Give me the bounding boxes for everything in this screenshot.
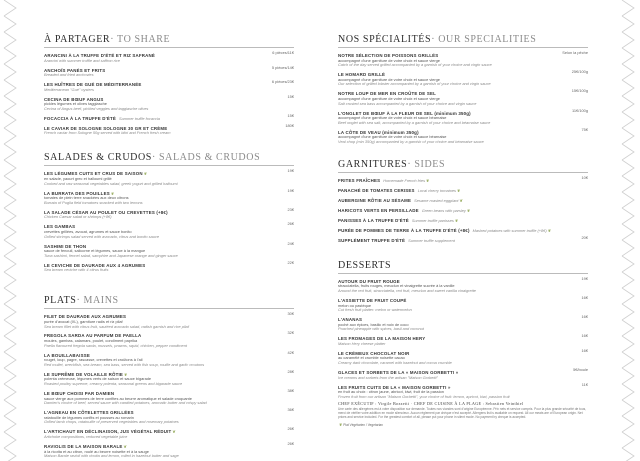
section-heading xyxy=(338,159,588,173)
dish-english: Cut fresh fruit platter: melon or watermelon xyxy=(338,307,412,313)
dish-name: LE SUPRÊME DE VOLAILLE RÔTIE xyxy=(44,371,124,377)
dish-english: Beef onglet with sea salt, accompanied by a garnish of your choice and béarnaise sauce xyxy=(338,119,491,125)
dish-price: 15€ xyxy=(287,93,294,99)
allergen-note: Une carte des allergènes est à votre disposition sur demande. Toutes nos viandes sont d'origine Européenne. Prix nets et service compris. Pour la plus grande sécurité de tous, merci de vérifier votre addition en mode silencieux. Aucun règlement par chèque n'est accepté. Allergens list is available on request. All our meats are of European origin. Net prices and service included. For the greatest comfort of all, please put your phone in silent mode. No payment by cheque is accepted. xyxy=(338,407,587,419)
dish-description: rouget, loup, pagre, rascasse, crevettes et croûtons à l'ail xyxy=(44,357,143,363)
right-column xyxy=(338,34,588,427)
vegetarian-leaf-icon: ❦ xyxy=(124,371,128,377)
dish-english: Grilled shrimps salad served with avocado, citrus and bonito sauce xyxy=(44,233,160,239)
menu-item xyxy=(338,334,588,346)
dish-name: L'AGNEAU EN CÔTELETTES GRILLÉES xyxy=(44,410,134,416)
dish-name: SASHIMI DE THON xyxy=(44,243,87,249)
menu-item xyxy=(338,315,588,332)
dish-english: Around the red fruit, stracciatella, red fruit, mesclun and sweet vanilla vinaigrette xyxy=(338,287,476,293)
menu-item xyxy=(44,312,294,329)
menu-item xyxy=(338,89,588,106)
section-heading xyxy=(44,34,294,48)
menu-item xyxy=(338,176,588,184)
dish-description: accompagné d'une garniture de votre choix et sauce vierge xyxy=(338,95,440,101)
dish-english: Damien's choice of beef, served sauce with candied potatoes, aromatic butter and crispy salad xyxy=(44,400,207,406)
dish-description: à la ricotta et au citron, roulé au beurre noisette et à la sauge xyxy=(44,448,149,454)
dish-description: poché aux épices, basilic et noix de coco xyxy=(338,321,409,327)
dish-name: LES HUÎTRES DE GUÉ DE MÉDITERRANÉE xyxy=(44,82,142,88)
dish-name: FILET DE DAURADE AUX AGRUMES xyxy=(44,314,127,320)
dish-description: ratatouille de légumes confits et pousses au romarin xyxy=(44,414,134,420)
dish-description: accompagné d'une garniture de votre choix et sauce béarnaise xyxy=(338,115,447,121)
dish-price: 26€ xyxy=(287,440,294,446)
section-subtitle: · SALADS & CRUDOS xyxy=(151,152,261,164)
section-subtitle: · SIDES xyxy=(407,158,446,170)
dish-english-inline: Summer truffle panisses xyxy=(411,217,454,223)
dish-price: 19€ xyxy=(287,187,294,193)
dish-description: sauce de fenouil, salicorne et légumes, sauce à la mangue xyxy=(44,248,146,254)
dish-description: en fruit au choix : citron jaune, abricot, kiwi, fruit de la passion xyxy=(338,389,444,395)
section-title: DESSERTS xyxy=(338,259,392,271)
dish-name: AUBERGINE RÔTIE AU SÉSAME xyxy=(338,197,412,203)
dish-price: Selon la pêche xyxy=(562,50,588,55)
dish-description: pickles légumes et olives taggiasche xyxy=(44,101,107,107)
dish-name: PANISSES À LA TRUFFE D'ÉTÉ xyxy=(338,217,409,223)
dish-english: Sea bream ceviche with 4 citrus fruits xyxy=(44,267,109,273)
dish-description: crevettes grillées, avocat, agrumes et sauce bonito xyxy=(44,228,132,234)
dish-description: moules, gambas, calamars, poulet, condiment paprika xyxy=(44,338,138,344)
dish-price: 25€/100g xyxy=(571,69,588,75)
vegetarian-leaf-icon: ❦ xyxy=(172,429,176,435)
section-subtitle: · TO SHARE xyxy=(110,34,171,45)
dish-name: LE CRÉMEUX CHOCOLAT NOIR xyxy=(338,350,410,356)
section-heading xyxy=(44,295,294,309)
dish-price: 24€ xyxy=(287,240,294,246)
section-title: SALADES & CRUDOS xyxy=(44,152,152,164)
dish-name: FOCACCIA À LA TRUFFE D'ÉTÉ xyxy=(44,115,117,121)
dish-name: LA CÔTE DE VEAU (minimum 350g) xyxy=(338,129,419,135)
dish-english-inline: Homemade French fries xyxy=(383,177,426,183)
dish-price: 26€ xyxy=(287,426,294,432)
dish-english: Sea bream fillet with citrus fruit, sautéed avocado salad, radish garnish and rice pilaf xyxy=(44,323,189,329)
dish-name: LE CAVIAR DE SOLOGNE SOLOGNE 30 GR ET CRÈME xyxy=(44,125,168,131)
dish-description: sauce vierge aux pommes de terre confites au beurre aromatique et salade croquante xyxy=(44,395,192,401)
menu-item xyxy=(44,169,294,186)
dish-price: 16€ xyxy=(581,314,588,320)
dish-description: accompagné d'une garniture de votre choix et sauce vierge xyxy=(338,57,440,63)
dish-english: Paella flavoured fregola sarda, mussels, prawns, squid, chicken, pepper condiment xyxy=(44,342,187,348)
dish-price: 15€ xyxy=(287,112,294,118)
dish-name: LE HOMARD GRILLÉ xyxy=(338,72,386,78)
vegetarian-leaf-icon: ❦ xyxy=(426,177,430,183)
dish-name: NOTRE SÉLECTION DE POISSONS GRILLÉS xyxy=(338,53,439,58)
menu-item xyxy=(338,236,588,244)
dish-price: 20€ xyxy=(581,234,588,240)
dish-english: Roasted poultry supreme, creamy polenta, seasonal greens and bigarade sauce xyxy=(44,381,183,387)
dish-name: LA BOUILLABAISSE xyxy=(44,352,90,358)
dish-name: CECINA DE BŒUF ANGUS xyxy=(44,96,104,102)
dish-price: 16€ xyxy=(581,347,588,353)
dish-description: polenta crémeuse, légumes verts de saison et sauce bigarade xyxy=(44,376,152,382)
dish-name: RAVIOLIS DE LA MAISON BARALE xyxy=(44,443,123,449)
dish-english: Salt crusted sea bass accompanied by a garnish of your choice and virgin sauce xyxy=(338,100,477,106)
dish-name: LE CEVICHE DE DAURADE AUX 4 AGRUMES xyxy=(44,262,146,268)
dish-english: Artichoke compositions, reduced vegetable juice xyxy=(44,433,128,439)
section-subtitle: · OUR SPECIALITIES xyxy=(431,34,537,45)
dish-english: Frozen fruit from our artisan "Maison Gorbetti", your choice of fruit: lemon, apricot, kiwi, passion fruit xyxy=(338,393,510,399)
vegetarian-leaf-icon: ❦ xyxy=(454,217,459,223)
dish-name: L'ARTICHAUT EN DÉCLINAISON, JUS VÉGÉTAL RÉDUIT xyxy=(44,429,172,435)
dish-english-inline: Mashed potatoes with summer truffle (+8€) xyxy=(472,227,547,233)
dish-name: LE BŒUF CHOISI PAR DAMIEN xyxy=(44,391,115,396)
dish-price: 19€ xyxy=(287,168,294,174)
dish-description: au caramélé et crumble noisette cacao xyxy=(338,355,405,361)
dish-price: 6 pièces/11€ xyxy=(272,50,294,55)
dish-price: 11€ xyxy=(581,381,588,387)
menu-item xyxy=(44,222,294,239)
menu-item xyxy=(338,128,588,145)
menu-item xyxy=(44,261,294,273)
dish-english-inline: Green beans with parsley xyxy=(421,207,466,213)
chef-credit: CHEF EXÉCUTIF : Virgile Bozzetti · CHEF DE CUISINE À LA PLAGE : Sebastien Veinthiel xyxy=(338,401,524,407)
dish-english-inline: Sesame roasted eggplant xyxy=(414,197,459,203)
dish-name: LES LÉGUMES CUITS ET CRUS DE SAISON xyxy=(44,171,143,177)
dish-name: L'ANANAS xyxy=(338,317,363,323)
dish-english: Grilled lamb chops, ratatouille of preserved vegetables and rosemary potatoes xyxy=(44,419,179,425)
dish-english: French caviar from Sologne 50g served with blini and French fresh cream xyxy=(44,130,171,136)
dish-english: Maison Hery cheese platter xyxy=(338,340,386,346)
section-title: À PARTAGER xyxy=(44,34,111,45)
dish-name: ARANCINI À LA TRUFFE D'ÉTÉ ET RIZ SAFRANÉ xyxy=(44,53,156,58)
dish-name: GLACES ET SORBETS DE LA « MAISON GORBETTI » xyxy=(338,370,459,376)
dish-english: Burrata of Puglia field tomatoes snacked with two lemons xyxy=(44,199,143,205)
menu-item xyxy=(44,370,294,387)
dish-english: Catch of the day served grilled accompanied by a garnish of your choice and virgin sauce xyxy=(338,62,492,68)
dish-description: accompagné d'une garniture de votre choix et sauce vierge xyxy=(338,76,440,82)
dish-name: LA SALADE CÉSAR AU POULET OU CREVETTES (+8€) xyxy=(44,209,168,215)
menu-item xyxy=(44,124,294,136)
chevron-path xyxy=(4,0,16,461)
dish-name: LA BURRATA DES POUILLES xyxy=(44,190,110,196)
chevron-border-left xyxy=(4,0,18,453)
dish-price: 6 pièces/23€ xyxy=(271,79,294,85)
dish-name: SUPPLÉMENT TRUFFE D'ÉTÉ xyxy=(338,237,406,243)
menu-item xyxy=(338,109,588,126)
dish-price: 16€ xyxy=(581,294,588,300)
menu-item xyxy=(44,408,294,425)
dish-english: Chicken Caesar salad or shrimps (+8€) xyxy=(44,214,112,220)
dish-price: 30€ xyxy=(287,311,294,317)
menu-item xyxy=(44,208,294,220)
dish-description: purée d'avocat (XL), garniture radis et riz pilaf xyxy=(44,318,123,324)
dish-english: Mediterranean "Gué" oysters xyxy=(44,86,94,92)
dish-price: 16€ xyxy=(581,333,588,339)
dish-english: Veal chop (min 350g) accompanied by a garnish of your choice and béarnaise sauce xyxy=(338,138,484,144)
dish-price: 19€ xyxy=(581,275,588,281)
menu-item xyxy=(338,206,588,214)
section-title: NOS SPÉCIALITÉS xyxy=(338,34,432,45)
dish-price: 75€ xyxy=(581,126,588,132)
menu-item xyxy=(44,389,294,406)
dish-name: NOTRE LOUP DE MER EN CROÛTE DE SEL xyxy=(338,91,436,97)
dish-name: L'ASSIETTE DE FRUIT COUPÉ xyxy=(338,297,407,303)
menu-item xyxy=(338,383,588,400)
menu-item xyxy=(338,186,588,194)
menu-footer xyxy=(338,402,588,427)
menu-item xyxy=(44,114,294,122)
vegetarian-leaf-icon: ❦ xyxy=(466,207,471,213)
dish-name: L'ONGLET DE BŒUF À LA FLEUR DE SEL (minimum 350g) xyxy=(338,110,471,116)
menu-item xyxy=(338,349,588,366)
vegetarian-leaf-icon: ❦ xyxy=(123,443,127,449)
dish-name: PANACHÉ DE TOMATES CERISES xyxy=(338,187,415,193)
dish-price: 23€ xyxy=(287,206,294,212)
section-heading xyxy=(338,260,588,274)
dish-english: Ice creams and sorbets from the artisan "Maison Gorbetti" xyxy=(338,374,438,380)
dish-name: LES FRUITS CUITS DE LA « MAISON GORBETTI » xyxy=(338,384,451,390)
menu-item xyxy=(44,331,294,348)
menu-item xyxy=(44,351,294,368)
dish-price: 5€/boule xyxy=(573,367,588,373)
dish-english-inline: Summer truffle focaccia xyxy=(119,115,160,121)
dish-english: Our selection of grilled lobster accompanied by a garnish of your choice and virgin sauce xyxy=(338,81,491,87)
menu-item xyxy=(338,226,588,234)
vegetarian-leaf-icon: ❦ xyxy=(456,187,461,193)
menu-item xyxy=(338,196,588,204)
dish-description: stracciatella, fruits rouges, meuclun et vinaigrette sucrée à la vanille xyxy=(338,283,455,289)
dish-english: Maison Barale ravioli with ricotta and lemon, rolled in hazelnut butter and sage xyxy=(44,453,179,459)
dish-name: FREGOLA SARDA AU PARFUM DE PAELLA xyxy=(44,333,142,339)
dish-name: FRITES FRAÎCHES xyxy=(338,177,381,183)
vegetarian-leaf-icon: ❦ xyxy=(143,171,148,177)
dish-name: AUTOUR DU FRUIT ROUGE xyxy=(338,278,400,284)
section-heading xyxy=(44,152,294,166)
dish-price: 11€/100g xyxy=(572,107,588,113)
menu-item xyxy=(44,66,294,78)
dish-english: Poached pineapple with spices, basil and coconut xyxy=(338,326,424,332)
menu-item xyxy=(338,296,588,313)
vegetarian-leaf-icon: ❦ xyxy=(339,421,343,427)
dish-name: PURÉE DE POMMES DE TERRE À LA TRUFFE D'ÉTÉ (+8€) xyxy=(338,227,470,233)
dish-price: 42€ xyxy=(287,349,294,355)
vegetarian-leaf-icon: ❦ xyxy=(547,227,552,233)
dish-english: Cecina of Angus beef, pickled veggies and taggiasche olives xyxy=(44,105,149,111)
section-heading xyxy=(338,34,588,48)
dish-price: 15€/100g xyxy=(571,88,588,94)
menu-item xyxy=(338,51,588,68)
menu-item xyxy=(338,216,588,224)
left-column xyxy=(44,34,294,461)
menu-item xyxy=(44,51,294,63)
vegetarian-note: Plat Végétarien / Vegetarian xyxy=(343,422,383,427)
dish-name: ANCHOÏS PANÉS ET FRITS xyxy=(44,67,106,73)
chevron-path xyxy=(622,0,634,461)
dish-price: 22€ xyxy=(287,259,294,265)
menu-item xyxy=(44,95,294,112)
menu-item xyxy=(44,242,294,259)
vegetarian-leaf-icon: ❦ xyxy=(459,197,463,203)
menu-item xyxy=(44,80,294,92)
menu-item xyxy=(338,277,588,294)
dish-description: melon ou pastèque xyxy=(338,302,372,308)
dish-price: 5 pièces/14€ xyxy=(271,64,294,70)
dish-english: Tuna sashimi, fennel salad, samphire and Japanese orange and ginger sauce xyxy=(44,252,178,258)
dish-english: Arancini with summer truffle and saffron rice xyxy=(44,57,120,63)
vegetarian-leaf-icon: ❦ xyxy=(110,190,115,196)
dish-price: 26€ xyxy=(287,221,294,227)
chevron-border-right xyxy=(622,0,636,453)
menu-item xyxy=(338,70,588,87)
dish-description: tomates de plein terre snackées aux deux citrons xyxy=(44,195,129,201)
dish-english: Creamy dark chocolate, caramel with hazelnut and cocoa crumble xyxy=(338,360,452,366)
dish-english: Cooked and raw seasonal vegetables salad, greek yogurt and grilled halloumi xyxy=(44,180,178,186)
dish-english-inline: Local cherry tomatoes xyxy=(417,187,456,193)
dish-price: 36€ xyxy=(287,407,294,413)
dish-price: 28€ xyxy=(287,368,294,374)
menu-item xyxy=(44,442,294,459)
section-title: GARNITURES xyxy=(338,158,408,170)
dish-price: 38€ xyxy=(287,388,294,393)
dish-english: Breaded and fried anchovies xyxy=(44,72,94,78)
section-subtitle: · MAINS xyxy=(76,295,119,307)
dish-name: LES FROMAGES DE LA MAISON HERY xyxy=(338,336,426,342)
dish-name: HARICOTS VERTS EN PERSILLADE xyxy=(338,207,419,213)
dish-name: LES GAMBAS xyxy=(44,224,76,230)
dish-english-inline: Summer truffle supplement xyxy=(408,237,455,243)
section-title: PLATS xyxy=(44,295,77,307)
dish-price: 180€ xyxy=(285,122,294,128)
menu-item xyxy=(44,427,294,439)
dish-english: Red mullet, wreckfish, sea bream, sea bass, served with fish soup, rouille and garlic croutons xyxy=(44,361,205,367)
menu-item xyxy=(338,368,588,380)
dish-price: 32€ xyxy=(287,330,294,336)
menu-item xyxy=(44,189,294,206)
dish-description: en salade, yaourt grec et halloumi grillé xyxy=(44,176,112,182)
dish-description: accompagné d'une garniture de votre choix et sauce béarnaise xyxy=(338,134,447,140)
dish-price: 10€ xyxy=(581,174,588,180)
